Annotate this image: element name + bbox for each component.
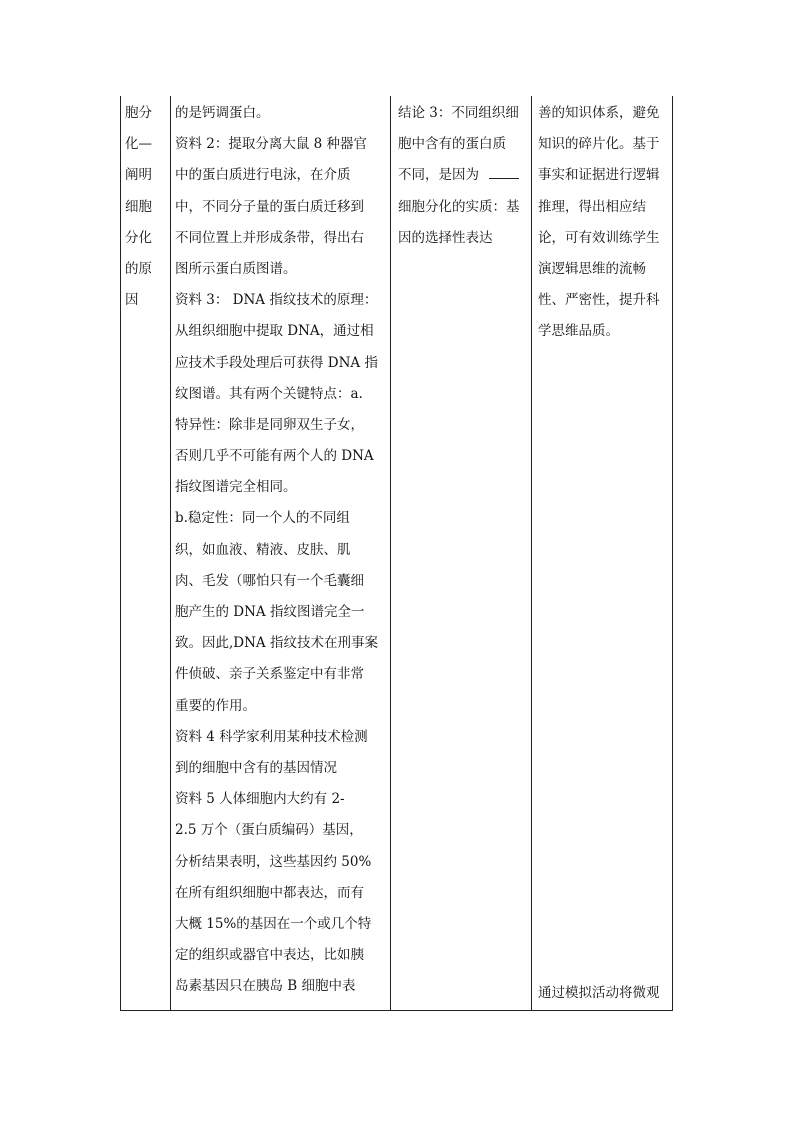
- table-border-right: [672, 96, 673, 1011]
- materials-line: 分析结果表明，这些基因约 50%: [175, 853, 372, 870]
- materials-line: 定的组织或器官中表达，比如胰: [175, 947, 364, 964]
- section-title-cell: [125, 98, 165, 316]
- materials-line: 纹图谱。其有两个关键特点：a.: [175, 385, 363, 402]
- conclusion-line: 结论 3：不同组织细: [398, 105, 519, 121]
- materials-line: 的是钙调蛋白。: [175, 105, 270, 121]
- section-title-line: 的原: [125, 260, 152, 277]
- materials-line: 在所有组织细胞中都表达，而有: [175, 884, 364, 901]
- design-intent-line: 推理，得出相应结: [538, 198, 646, 215]
- materials-line: 否则几乎不可能有两个人的 DNA: [175, 448, 374, 465]
- materials-line: 到的细胞中含有的基因情况: [175, 759, 337, 776]
- design-intent-line: 知识的碎片化。基于: [538, 136, 660, 153]
- design-intent-line: 学思维品质。: [538, 323, 619, 340]
- materials-line: 肉、毛发（哪怕只有一个毛囊细: [175, 572, 364, 589]
- section-title-line: 胞分: [125, 105, 152, 121]
- design-intent-line: 善的知识体系，避免: [538, 105, 660, 121]
- conclusion-line: [398, 160, 530, 191]
- materials-line: 特异性：除非是同卵双生子女，: [175, 416, 364, 433]
- section-title-line: 细胞: [125, 198, 152, 215]
- design-intent-line: 演逻辑思维的流畅: [538, 260, 646, 277]
- materials-line: 中的蛋白质进行电泳，在介质: [175, 167, 351, 184]
- materials-line: 致。因此,DNA 指纹技术在刑事案: [175, 635, 378, 652]
- materials-line: 重要的作用。: [175, 697, 256, 714]
- design-intent-line: 论，可有效训练学生: [538, 229, 660, 246]
- conclusion-line: 胞中含有的蛋白质: [398, 136, 506, 153]
- conclusion-line: 因的选择性表达: [398, 229, 493, 246]
- materials-line: 2.5 万个（蛋白质编码）基因，: [175, 822, 363, 839]
- design-intent-line: 事实和证据进行逻辑: [538, 167, 660, 184]
- column-divider-1: [170, 96, 171, 1011]
- materials-line: 应技术手段处理后可获得 DNA 指: [175, 354, 378, 371]
- column-divider-2: [390, 96, 391, 1011]
- conclusion-question-text: 不同，是因为: [398, 167, 479, 184]
- materials-cell: [175, 98, 385, 1002]
- conclusion-cell: [398, 98, 530, 254]
- column-divider-3: [531, 96, 532, 1011]
- table-border-bottom: [120, 1010, 673, 1011]
- materials-line: b.稳定性：同一个人的不同组: [175, 510, 350, 527]
- content-table: [120, 96, 673, 1011]
- materials-line: 中，不同分子量的蛋白质迁移到: [175, 198, 364, 215]
- materials-line: 图所示蛋白质图谱。: [175, 260, 297, 277]
- materials-line: 织，如血液、精液、皮肤、肌: [175, 541, 351, 558]
- materials-line: 资料 4 科学家利用某种技术检测: [175, 728, 368, 745]
- table-border-left: [120, 96, 121, 1011]
- section-title-line: 因: [125, 292, 139, 309]
- design-intent-line: 性、严密性，提升科: [538, 292, 660, 309]
- answer-blank[interactable]: [489, 164, 519, 179]
- section-title-line: 阐明: [125, 167, 152, 184]
- materials-line: 不同位置上并形成条带，得出右: [175, 229, 364, 246]
- design-intent-bottom-line: 通过模拟活动将微观: [538, 985, 660, 1001]
- design-intent-cell: [538, 98, 668, 348]
- materials-line: 从组织细胞中提取 DNA，通过相: [175, 323, 374, 340]
- materials-line: 指纹图谱完全相同。: [175, 479, 297, 496]
- materials-line: 大概 15%的基因在一个或几个特: [175, 915, 372, 932]
- conclusion-line: 细胞分化的实质：基: [398, 198, 520, 215]
- materials-line: 资料 5 人体细胞内大约有 2-: [175, 791, 345, 808]
- materials-line: 件侦破、亲子关系鉴定中有非常: [175, 666, 364, 683]
- materials-line: 资料 3： DNA 指纹技术的原理：: [175, 292, 378, 309]
- materials-line: 胞产生的 DNA 指纹图谱完全一: [175, 604, 365, 620]
- section-title-line: 化—: [125, 136, 152, 153]
- materials-line: 岛素基因只在胰岛 B 细胞中表: [175, 978, 356, 995]
- materials-line: 资料 2：提取分离大鼠 8 种器官: [175, 136, 368, 153]
- section-title-line: 分化: [125, 229, 152, 246]
